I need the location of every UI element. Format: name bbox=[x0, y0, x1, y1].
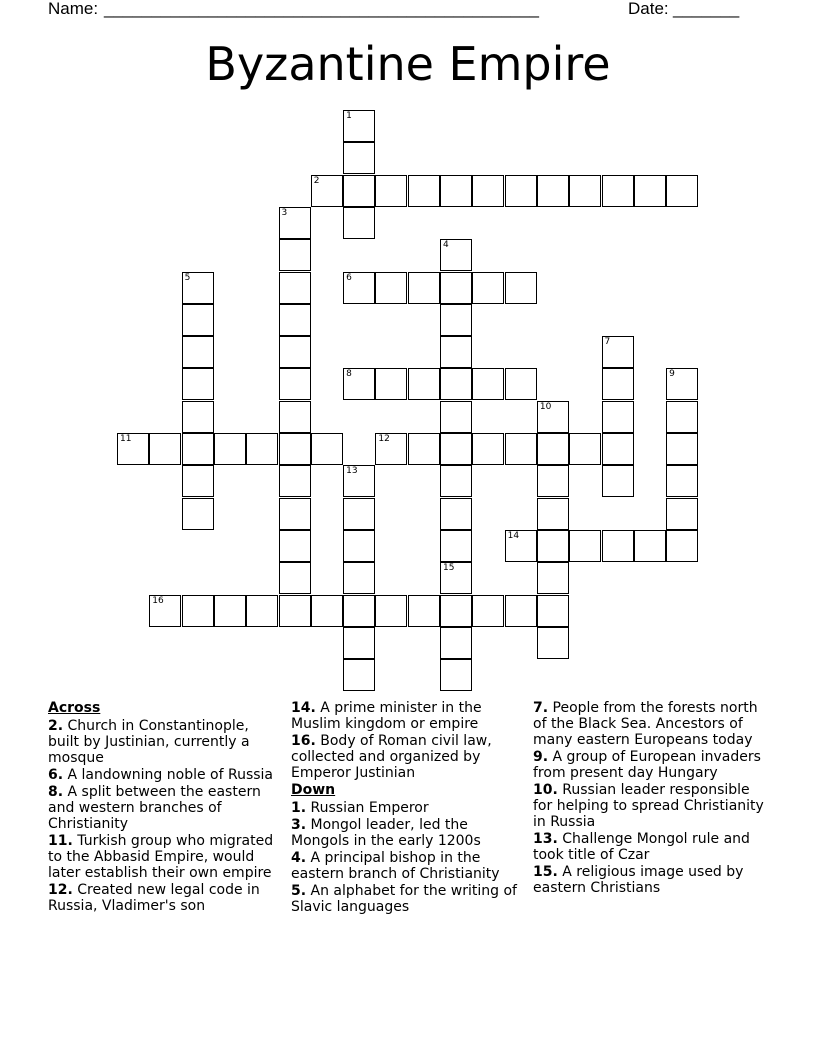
cell-number: 9 bbox=[669, 369, 675, 380]
grid-cell[interactable] bbox=[279, 530, 311, 562]
grid-cell[interactable] bbox=[666, 175, 698, 207]
clues-column-1 bbox=[48, 700, 276, 915]
clue-down-15 bbox=[533, 864, 768, 896]
clue-across-11 bbox=[48, 833, 276, 881]
grid-cell[interactable] bbox=[343, 110, 375, 142]
grid-cell[interactable] bbox=[182, 465, 214, 497]
clue-number: 9. bbox=[533, 749, 549, 765]
clue-text: Turkish group who migrated to the Abbasid Empire, would later establish their own empire bbox=[48, 833, 274, 881]
clue-number: 5. bbox=[291, 883, 307, 899]
cell-number: 11 bbox=[120, 434, 132, 444]
clue-across-6 bbox=[48, 767, 276, 783]
grid-cell[interactable] bbox=[375, 272, 407, 304]
date-field[interactable]: _______ bbox=[673, 0, 740, 18]
grid-cell[interactable] bbox=[537, 627, 569, 659]
clue-text: A prime minister in the Muslim kingdom or empire bbox=[291, 700, 482, 732]
clue-number: 13. bbox=[533, 831, 558, 847]
clue-number: 12. bbox=[48, 882, 73, 898]
grid-cell[interactable] bbox=[279, 562, 311, 594]
grid-cell[interactable] bbox=[472, 433, 504, 465]
grid-cell[interactable] bbox=[246, 433, 278, 465]
grid-cell[interactable] bbox=[440, 239, 472, 271]
name-field[interactable]: ______________________________________________ bbox=[104, 0, 539, 18]
grid-cell[interactable] bbox=[505, 368, 537, 400]
clue-number: 6. bbox=[48, 767, 64, 783]
clue-across-16 bbox=[291, 733, 519, 781]
grid-cell[interactable] bbox=[343, 595, 375, 627]
grid-cell[interactable] bbox=[408, 595, 440, 627]
grid-cell[interactable] bbox=[311, 175, 343, 207]
grid-cell[interactable] bbox=[440, 530, 472, 562]
grid-cell[interactable] bbox=[666, 530, 698, 562]
grid-cell[interactable] bbox=[182, 433, 214, 465]
grid-cell[interactable] bbox=[117, 433, 149, 465]
clue-number: 15. bbox=[533, 864, 558, 880]
clue-number: 1. bbox=[291, 800, 307, 816]
clue-text: Challenge Mongol rule and took title of Czar bbox=[533, 831, 750, 863]
grid-cell[interactable] bbox=[569, 433, 601, 465]
grid-cell[interactable] bbox=[343, 530, 375, 562]
cell-number: 1 bbox=[346, 111, 352, 121]
clues-column-2 bbox=[291, 700, 519, 916]
grid-cell[interactable] bbox=[279, 368, 311, 400]
grid-cell[interactable] bbox=[279, 498, 311, 530]
grid-cell[interactable] bbox=[602, 401, 634, 433]
grid-cell[interactable] bbox=[343, 175, 375, 207]
grid-cell[interactable] bbox=[408, 175, 440, 207]
grid-cell[interactable] bbox=[343, 498, 375, 530]
grid-cell[interactable] bbox=[375, 368, 407, 400]
cell-number: 5 bbox=[184, 272, 191, 283]
clue-number: 11. bbox=[48, 833, 73, 849]
clue-number: 4. bbox=[291, 850, 307, 866]
grid-cell[interactable] bbox=[149, 595, 181, 627]
clue-across-8 bbox=[48, 784, 276, 832]
cell-number: 8 bbox=[346, 369, 352, 380]
cell-number: 2 bbox=[313, 175, 320, 186]
clue-text: A group of European invaders from present day Hungary bbox=[533, 749, 761, 781]
grid-cell[interactable] bbox=[602, 336, 634, 368]
grid-cell[interactable] bbox=[602, 368, 634, 400]
clue-text: A principal bishop in the eastern branch of Christianity bbox=[291, 850, 500, 882]
cell-number: 12 bbox=[378, 434, 390, 444]
grid-cell[interactable] bbox=[472, 272, 504, 304]
grid-cell[interactable] bbox=[472, 175, 504, 207]
down-heading: Down bbox=[291, 782, 336, 798]
across-heading: Across bbox=[48, 700, 101, 716]
cell-number: 13 bbox=[346, 466, 358, 477]
grid-cell[interactable] bbox=[375, 433, 407, 465]
grid-cell[interactable] bbox=[440, 562, 472, 594]
clue-down-13 bbox=[533, 831, 768, 863]
grid-cell[interactable] bbox=[666, 465, 698, 497]
cell-number: 15 bbox=[443, 563, 455, 574]
grid-cell[interactable] bbox=[343, 627, 375, 659]
grid-cell[interactable] bbox=[440, 336, 472, 368]
grid-cell[interactable] bbox=[408, 272, 440, 304]
clue-across-12 bbox=[48, 882, 276, 914]
grid-cell[interactable] bbox=[569, 530, 601, 562]
clue-down-1 bbox=[291, 800, 519, 816]
page-title: Byzantine Empire bbox=[205, 37, 611, 91]
grid-cell[interactable] bbox=[343, 272, 375, 304]
grid-cell[interactable] bbox=[505, 595, 537, 627]
grid-cell[interactable] bbox=[279, 595, 311, 627]
grid-cell[interactable] bbox=[214, 433, 246, 465]
grid-cell[interactable] bbox=[343, 562, 375, 594]
clue-text: An alphabet for the writing of Slavic languages bbox=[291, 883, 517, 915]
grid-cell[interactable] bbox=[311, 595, 343, 627]
clue-number: 8. bbox=[48, 784, 64, 800]
grid-cell[interactable] bbox=[505, 530, 537, 562]
grid-cell[interactable] bbox=[375, 595, 407, 627]
clue-text: Created new legal code in Russia, Vladimer's son bbox=[48, 882, 260, 914]
grid-cell[interactable] bbox=[182, 498, 214, 530]
grid-cell[interactable] bbox=[343, 207, 375, 239]
grid-cell[interactable] bbox=[634, 175, 666, 207]
clue-text: Russian Emperor bbox=[310, 800, 429, 816]
grid-cell[interactable] bbox=[505, 272, 537, 304]
clue-text: Body of Roman civil law, collected and organized by Emperor Justinian bbox=[291, 733, 492, 781]
clue-text: Church in Constantinople, built by Justinian, currently a mosque bbox=[48, 718, 250, 766]
grid-cell[interactable] bbox=[666, 401, 698, 433]
grid-cell[interactable] bbox=[537, 498, 569, 530]
clues-column-3 bbox=[533, 700, 768, 897]
grid-cell[interactable] bbox=[279, 239, 311, 271]
grid-cell[interactable] bbox=[375, 175, 407, 207]
grid-cell[interactable] bbox=[666, 433, 698, 465]
grid-cell[interactable] bbox=[537, 595, 569, 627]
grid-cell[interactable] bbox=[343, 659, 375, 691]
grid-cell[interactable] bbox=[440, 368, 472, 400]
clue-down-4 bbox=[291, 850, 519, 882]
grid-cell[interactable] bbox=[408, 368, 440, 400]
grid-cell[interactable] bbox=[343, 142, 375, 174]
clue-number: 16. bbox=[291, 733, 316, 749]
grid-cell[interactable] bbox=[440, 659, 472, 691]
grid-cell[interactable] bbox=[537, 175, 569, 207]
grid-cell[interactable] bbox=[182, 401, 214, 433]
grid-cell[interactable] bbox=[311, 433, 343, 465]
clue-across-2 bbox=[48, 718, 276, 766]
grid-cell[interactable] bbox=[279, 465, 311, 497]
clue-across-14 bbox=[291, 700, 519, 732]
grid-cell[interactable] bbox=[602, 465, 634, 497]
grid-cell[interactable] bbox=[440, 627, 472, 659]
grid-cell[interactable] bbox=[279, 336, 311, 368]
grid-cell[interactable] bbox=[537, 465, 569, 497]
grid-cell[interactable] bbox=[505, 433, 537, 465]
grid-cell[interactable] bbox=[279, 207, 311, 239]
clue-text: Russian leader responsible for helping to spread Christianity in Russia bbox=[533, 782, 764, 830]
grid-cell[interactable] bbox=[279, 272, 311, 304]
clue-text: People from the forests north of the Black Sea. Ancestors of many eastern Europeans today bbox=[533, 700, 758, 748]
grid-cell[interactable] bbox=[182, 304, 214, 336]
grid-cell[interactable] bbox=[440, 401, 472, 433]
grid-cell[interactable] bbox=[279, 304, 311, 336]
grid-cell[interactable] bbox=[666, 498, 698, 530]
clue-text: A split between the eastern and western branches of Christianity bbox=[48, 784, 261, 832]
clue-down-5 bbox=[291, 883, 519, 915]
grid-cell[interactable] bbox=[537, 562, 569, 594]
grid-cell[interactable] bbox=[634, 530, 666, 562]
grid-cell[interactable] bbox=[343, 465, 375, 497]
grid-cell[interactable] bbox=[440, 465, 472, 497]
clue-down-10 bbox=[533, 782, 768, 830]
grid-cell[interactable] bbox=[440, 175, 472, 207]
cell-number: 6 bbox=[346, 272, 352, 283]
cell-number: 7 bbox=[604, 337, 611, 348]
name-label: Name: bbox=[48, 0, 99, 18]
clue-text: Mongol leader, led the Mongols in the early 1200s bbox=[291, 817, 481, 849]
grid-cell[interactable] bbox=[472, 368, 504, 400]
clue-text: A religious image used by eastern Christians bbox=[533, 864, 744, 896]
grid-cell[interactable] bbox=[472, 595, 504, 627]
grid-cell[interactable] bbox=[279, 433, 311, 465]
grid-cell[interactable] bbox=[246, 595, 278, 627]
grid-cell[interactable] bbox=[182, 368, 214, 400]
date-label: Date: bbox=[628, 0, 669, 18]
grid-cell[interactable] bbox=[182, 336, 214, 368]
clue-down-9 bbox=[533, 749, 768, 781]
grid-cell[interactable] bbox=[408, 433, 440, 465]
grid-cell[interactable] bbox=[182, 595, 214, 627]
grid-cell[interactable] bbox=[537, 401, 569, 433]
grid-cell[interactable] bbox=[440, 433, 472, 465]
clue-number: 14. bbox=[291, 700, 316, 716]
grid-cell[interactable] bbox=[537, 530, 569, 562]
clue-text: A landowning noble of Russia bbox=[67, 767, 274, 783]
grid-cell[interactable] bbox=[602, 175, 634, 207]
clue-number: 7. bbox=[533, 700, 549, 716]
grid-cell[interactable] bbox=[343, 368, 375, 400]
grid-cell[interactable] bbox=[537, 433, 569, 465]
grid-cell[interactable] bbox=[182, 272, 214, 304]
cell-number: 4 bbox=[443, 240, 449, 251]
grid-cell[interactable] bbox=[214, 595, 246, 627]
grid-cell[interactable] bbox=[440, 498, 472, 530]
grid-cell[interactable] bbox=[602, 433, 634, 465]
grid-cell[interactable] bbox=[440, 595, 472, 627]
cell-number: 14 bbox=[507, 530, 520, 541]
grid-cell[interactable] bbox=[440, 272, 472, 304]
grid-cell[interactable] bbox=[505, 175, 537, 207]
grid-cell[interactable] bbox=[279, 401, 311, 433]
header bbox=[48, 0, 748, 20]
clue-down-7 bbox=[533, 700, 768, 748]
cell-number: 16 bbox=[152, 595, 164, 606]
clue-down-3 bbox=[291, 817, 519, 849]
grid-cell[interactable] bbox=[602, 530, 634, 562]
cell-number: 10 bbox=[539, 401, 552, 412]
clue-number: 2. bbox=[48, 718, 64, 734]
grid-cell[interactable] bbox=[666, 368, 698, 400]
cell-number: 3 bbox=[281, 207, 288, 218]
clue-number: 3. bbox=[291, 817, 307, 833]
grid-cell[interactable] bbox=[569, 175, 601, 207]
grid-cell[interactable] bbox=[149, 433, 181, 465]
grid-cell[interactable] bbox=[440, 304, 472, 336]
clue-number: 10. bbox=[533, 782, 558, 798]
